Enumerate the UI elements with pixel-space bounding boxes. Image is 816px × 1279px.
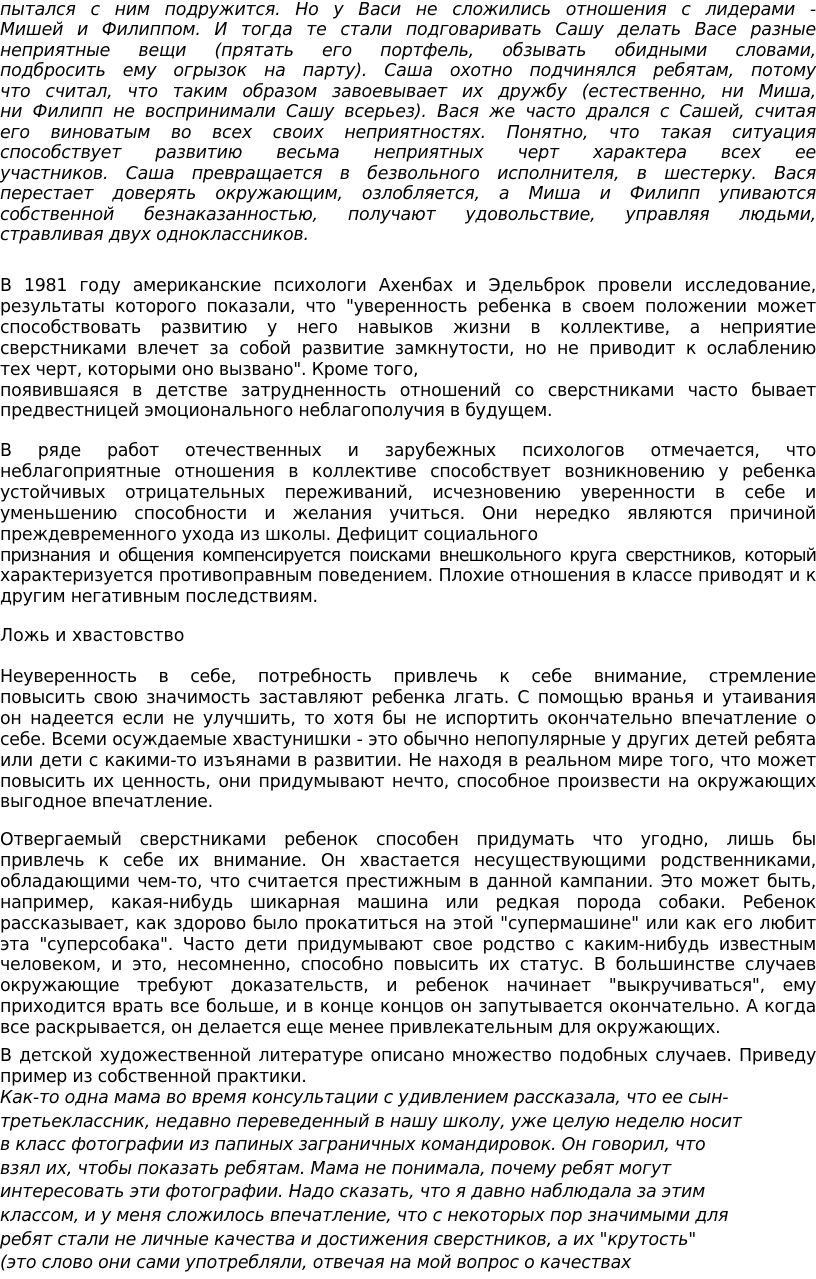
- text-line: он надеется если не улучшить, то хотя бы не испортить окончательно впечатление о: [0, 708, 816, 729]
- text-line: признания и общения компенсируется поисками внешкольного круга сверстников, который: [0, 545, 816, 566]
- text-line: что считал, что таким образом завоевывает их дружбу (естественно, ни Миша,: [0, 81, 816, 102]
- text-line: преждевременного ухода из школы. Дефицит социального: [0, 524, 538, 545]
- text-line: взял их, чтобы показать ребятам. Мама не понимала, почему ребят могут: [0, 1158, 672, 1179]
- text-line: все раскрывается, он делается еще менее привлекательным для окружающих.: [0, 1018, 721, 1039]
- text-line: себе. Всеми осуждаемые хвастунишки - это обычно непопулярные у других детей ребята: [0, 729, 816, 750]
- text-line: эта "суперсобака". Часто дети придумывают свое родство с каким-нибудь известным: [0, 934, 816, 955]
- text-line: классом, и у меня сложилось впечатление, что с некоторых пор значимыми для: [0, 1205, 729, 1226]
- text-line: рассказывает, как здорово было прокатиться на этой "супермашине" или как его любит: [0, 913, 816, 934]
- text-line: пример из собственной практики.: [0, 1066, 307, 1087]
- text-line: появившаяся в детстве затрудненность отношений со сверстниками часто бывает: [0, 380, 816, 401]
- text-line: сверстниками влечет за собой развитие замкнутости, но не приводит к ослаблению: [0, 338, 816, 359]
- paragraph-2: [0, 276, 816, 422]
- text-line: например, какая-нибудь шикарная машина или редкая порода собаки. Ребенок: [0, 892, 816, 913]
- text-line: способствует развитию весьма неприятных черт характера всех ее: [0, 143, 816, 164]
- text-line: выгодное впечатление.: [0, 792, 213, 813]
- text-line: повысить их ценность, они придумывают нечто, способное произвести на окружающих: [0, 771, 816, 792]
- text-line: неприятные вещи (прятать его портфель, обзывать обидными словами,: [0, 40, 816, 61]
- paragraph-7: [0, 1087, 816, 1276]
- text-line: перестает доверять окружающим, озлобляется, а Миша и Филипп упиваются: [0, 184, 816, 205]
- paragraph-4: [0, 667, 816, 813]
- text-line: повысить свою значимость заставляют ребенка лгать. С помощью вранья и утаивания: [0, 687, 816, 708]
- text-line: неблагоприятные отношения в коллективе способствует возникновению у ребенка: [0, 461, 816, 482]
- text-line: Мишей и Филиппом. И тогда те стали подговаривать Сашу делать Васе разные: [0, 20, 816, 41]
- text-line: ребят стали не личные качества и достижения сверстников, а их "крутость": [0, 1229, 697, 1250]
- text-line: предвестницей эмоционального неблагополучия в будущем.: [0, 401, 553, 422]
- text-line: его виноватым во всех своих неприятностях. Понятно, что такая ситуация: [0, 122, 816, 143]
- text-line: способствовать развитию у него навыков жизни в коллективе, а неприятие: [0, 317, 816, 338]
- text-line: В детской художественной литературе описано множество подобных случаев. Приведу: [0, 1046, 816, 1066]
- text-line: тех черт, которыми оно вызвано". Кроме того,: [0, 359, 419, 380]
- paragraph-1: [0, 0, 816, 245]
- text-line: подбросить ему огрызок на парту). Саша охотно подчинялся ребятам, потому: [0, 61, 816, 82]
- text-line: Неуверенность в себе, потребность привлечь к себе внимание, стремление: [0, 667, 816, 687]
- text-line: стравливая двух одноклассников.: [0, 224, 309, 245]
- text-line: в класс фотографии из папиных заграничных командировок. Он говорил, что: [0, 1135, 706, 1156]
- text-line: окружающие требуют доказательств, и ребенок начинает "выкручиваться", ему: [0, 976, 816, 997]
- text-line: собственной безнаказанностью, получают удовольствие, управляя людьми,: [0, 204, 816, 225]
- text-line: или дети с какими-то изъянами в развитии. Не находя в реальном мире того, что может: [0, 750, 816, 771]
- text-line: третьеклассник, недавно переведенный в нашу школу, уже целую неделю носит: [0, 1111, 742, 1132]
- text-line: привлечь к себе их внимание. Он хвастается несуществующими родственниками,: [0, 850, 816, 871]
- text-line: обладающими чем-то, что считается престижным в данной кампании. Это может быть,: [0, 871, 816, 892]
- text-line: пытался с ним подружится. Но у Васи не сложились отношения с лидерами -: [0, 0, 816, 20]
- paragraph-5: [0, 830, 816, 1039]
- text-line: участников. Саша превращается в безвольного исполнителя, в шестерку. Вася: [0, 163, 816, 184]
- section-heading: Ложь и хвастовство: [0, 626, 185, 646]
- text-line: ни Филипп не воспринимали Сашу всерьез). Вася же часто дрался с Сашей, считая: [0, 102, 816, 123]
- text-line: устойчивых отрицательных переживаний, исчезновению уверенности в себе и: [0, 482, 816, 503]
- text-line: характеризуется противоправным поведением. Плохие отношения в классе приводят и к: [0, 566, 816, 587]
- text-line: Как-то одна мама во время консультации с удивлением рассказала, что ее сын-: [0, 1088, 729, 1108]
- text-line: приходится врать все больше, и в конце концов он запутывается окончательно. А когда: [0, 997, 816, 1018]
- paragraph-6: [0, 1046, 816, 1088]
- text-line: (это слово они сами употребляли, отвечая на мой вопрос о качествах: [0, 1253, 632, 1274]
- text-line: В ряде работ отечественных и зарубежных психологов отмечается, что: [0, 441, 816, 461]
- text-line: Отвергаемый сверстниками ребенок способен придумать что угодно, лишь бы: [0, 830, 816, 850]
- text-line: уменьшению способности и желания учиться. Они нередко являются причиной: [0, 503, 816, 524]
- paragraph-3: [0, 441, 816, 608]
- text-line: В 1981 году американские психологи Ахенбах и Эдельброк провели исследование,: [0, 276, 816, 296]
- text-line: человеком, и это, несомненно, способно повысить их статус. В большинстве случаев: [0, 955, 816, 976]
- text-line: другим негативным последствиям.: [0, 587, 318, 608]
- text-line: результаты которого показали, что "уверенность ребенка в своем положении может: [0, 296, 816, 317]
- text-line: интересовать эти фотографии. Надо сказать, что я давно наблюдала за этим: [0, 1182, 706, 1203]
